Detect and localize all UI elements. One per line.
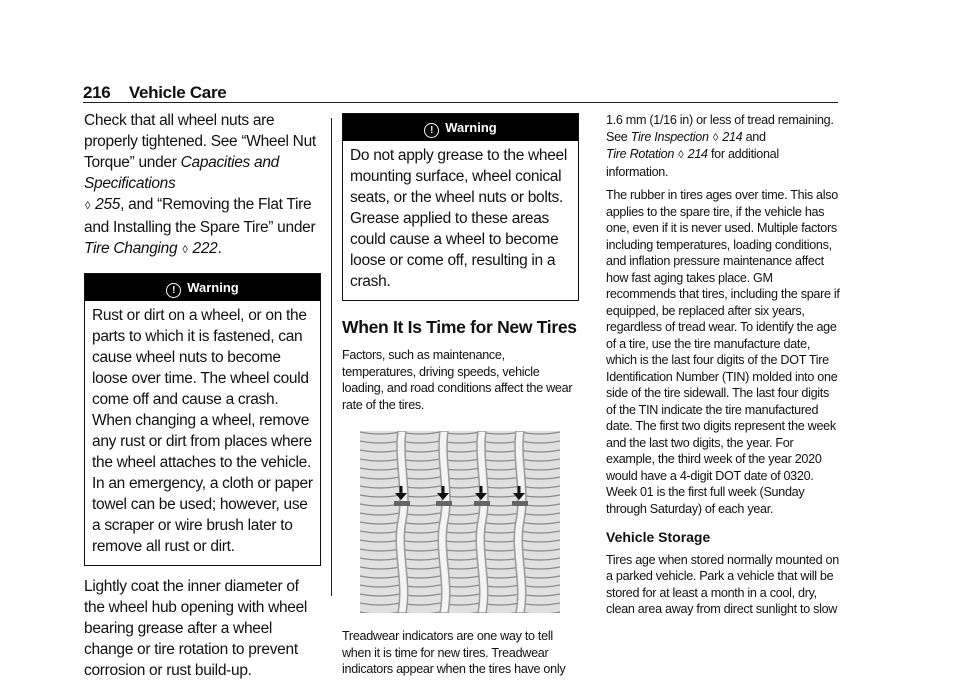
ref-capacities-page[interactable]: 255 xyxy=(95,196,121,213)
column-separator xyxy=(331,118,332,596)
warning-body: Do not apply grease to the wheel mounting surface, wheel conical seats, or the wheel nuts or bolts. Grease applied to these areas could cause a wheel to become loose or come off, resulting in a crash. xyxy=(350,147,568,290)
ref-tire-rotation[interactable]: Tire Rotation xyxy=(606,147,675,161)
storage-paragraph: Tires age when stored normally mounted on a parked vehicle. Park a vehicle that will be stored for at least a month in a cool, dry, clean area away from direct sunlight to slow xyxy=(606,552,839,616)
section-title: Vehicle Care xyxy=(128,83,227,102)
intro-paragraph xyxy=(84,110,321,261)
page-number: 216 xyxy=(83,83,111,102)
warning-title: Warning xyxy=(445,120,497,135)
grease-paragraph: Lightly coat the inner diameter of the wheel hub opening with wheel bearing grease after a wheel change or tire rotation to prevent corrosion or rust build-up. xyxy=(84,578,308,679)
intro-text: Check that all wheel nuts are properly tightened. See “Wheel Nut Torque” under xyxy=(84,112,316,171)
ref-tire-rotation-page[interactable]: 214 xyxy=(687,147,708,161)
ref-tire-inspection[interactable]: Tire Inspection xyxy=(630,129,709,144)
header-rule xyxy=(83,102,838,103)
warning-title: Warning xyxy=(187,280,239,295)
page-reference-icon: ◊ xyxy=(182,244,188,256)
tread-text: 1.6 mm (1/16 in) or less of tread remaining. See xyxy=(606,113,834,144)
figure-caption: Treadwear indicators are one way to tell when it is time for new tires. Treadwear indicators appear when the tires have only xyxy=(342,629,566,676)
warning-icon: ! xyxy=(166,283,181,298)
page-reference-icon: ◊ xyxy=(678,149,684,161)
warning-body: Rust or dirt on a wheel, or on the parts to which it is fastened, can cause wheel nuts to become loose over time. The wheel could come off and cause a crash. When changing a wheel, remove any rust or dirt from places where the wheel attaches to the vehicle. In an emergency, a cloth or paper towel can be used; however, use a scraper or wire brush later to remove all rust or dirt. xyxy=(92,307,313,555)
intro-text: , and “Removing the Flat Tire and Installing the Spare Tire” under xyxy=(84,196,316,236)
tire-aging-paragraph: The rubber in tires ages over time. This also applies to the spare tire, if the vehicle has one, even if it is never used. Multiple factors including temperatures, loading conditions, and inflation pressure maintenance affect how fast aging takes place. GM recommends that tires, including the spare if equipped, be replaced after six years, regardless of tread wear. To identify the age of a tire, use the tire manufacture date, which is the last four digits of the DOT Tire Identification Number (TIN) molded into one side of the tire sidewall. The last four digits of the TIN indicate the tire manufactured date. The first two digits represent the week and the last two digits, the year. For example, the third week of the year 2020 would have a 4-digit DOT date of 0320. Week 01 is the first full week (Sunday through Saturday) of each year. xyxy=(606,188,840,516)
warning-header xyxy=(85,274,320,301)
treadwear-indicator-illustration xyxy=(360,431,560,613)
intro-text: . xyxy=(217,240,222,257)
running-header xyxy=(83,83,226,103)
ref-tire-inspection-page[interactable]: 214 xyxy=(722,129,743,144)
tread-paragraph xyxy=(606,112,841,180)
warning-header xyxy=(343,114,578,141)
tread-text: and xyxy=(742,129,766,144)
ref-tire-changing[interactable]: Tire Changing xyxy=(84,240,178,257)
warning-box xyxy=(84,273,321,566)
tread-text: for additional information. xyxy=(606,147,779,179)
subsection-heading: Vehicle Storage xyxy=(606,529,711,545)
column-2 xyxy=(342,113,579,678)
column-3 xyxy=(606,112,841,625)
warning-box xyxy=(342,113,579,301)
page-reference-icon: ◊ xyxy=(712,131,719,144)
warning-icon: ! xyxy=(424,123,439,138)
section-heading: When It Is Time for New Tires xyxy=(342,317,577,337)
column-1 xyxy=(84,110,321,681)
ref-capacities[interactable]: Capacities and Specifications xyxy=(84,154,279,192)
factors-paragraph: Factors, such as maintenance, temperatures, driving speeds, vehicle loading, and road conditions affect the wear rate of the tires. xyxy=(342,348,573,412)
page-reference-icon: ◊ xyxy=(85,200,91,212)
ref-tire-changing-page[interactable]: 222 xyxy=(192,240,218,257)
